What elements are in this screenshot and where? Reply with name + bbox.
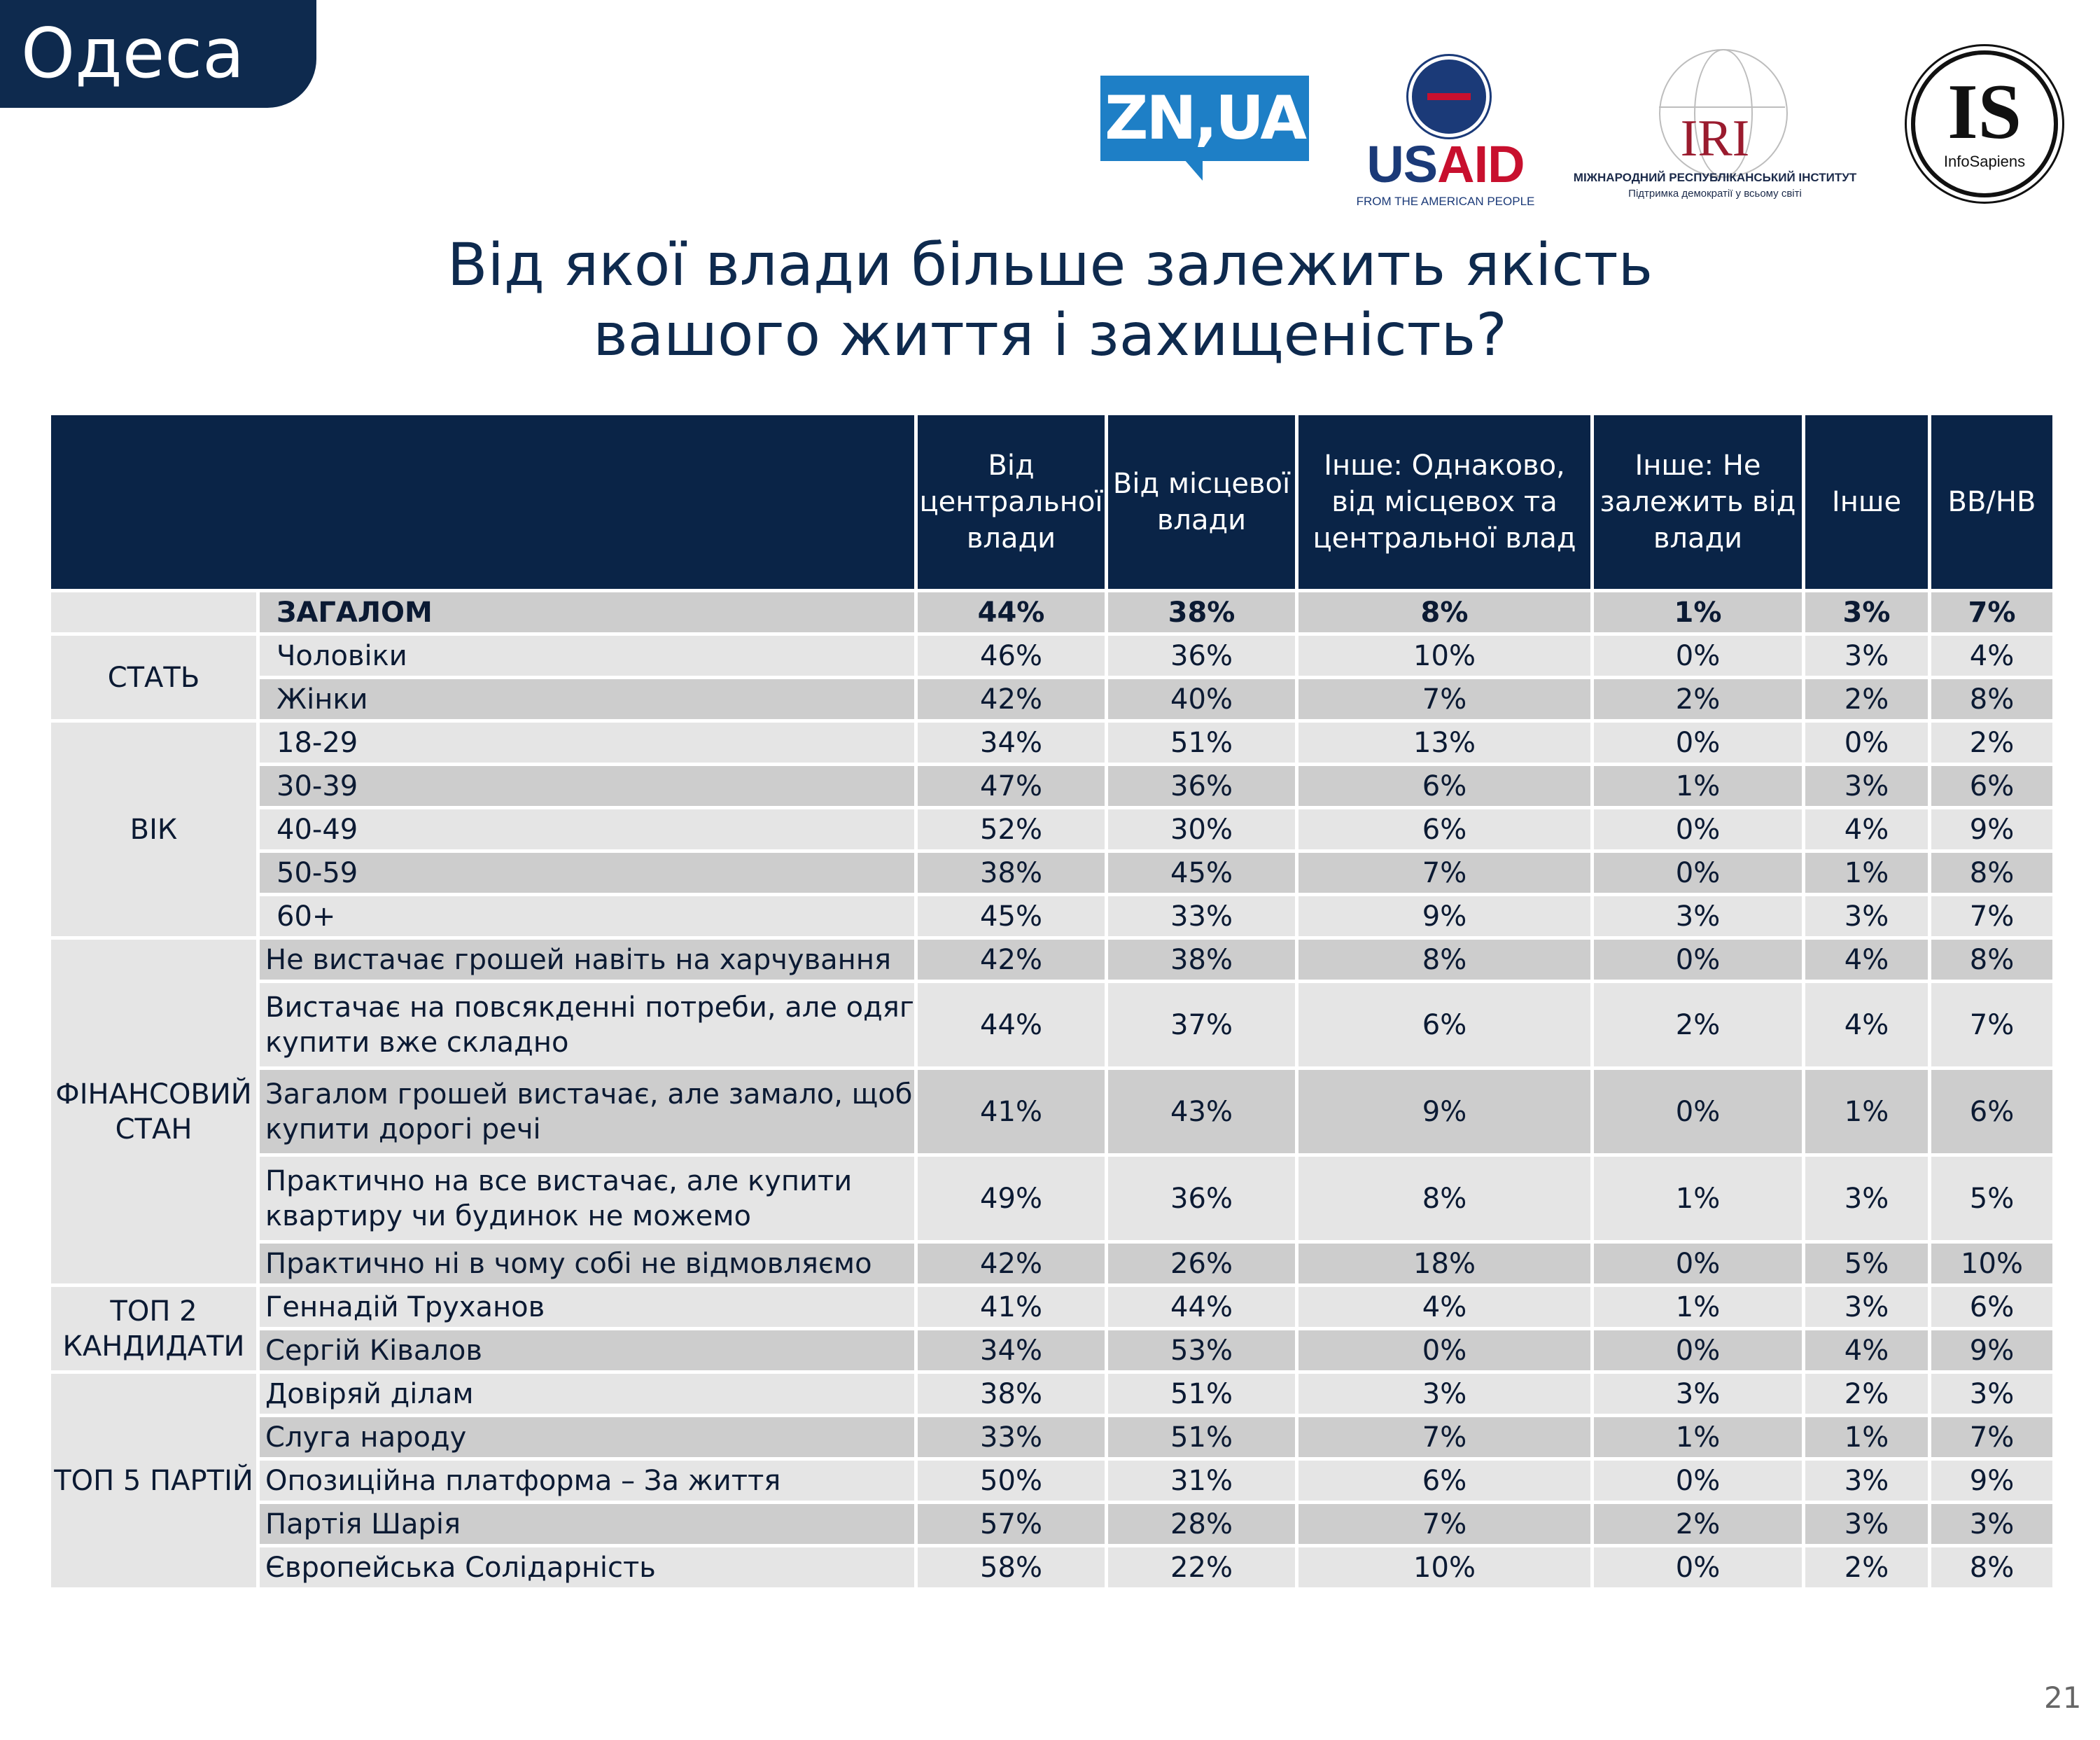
value-cell: 13% <box>1297 721 1592 765</box>
table-row <box>50 634 2054 678</box>
value-cell: 38% <box>1107 591 1297 634</box>
value-cell: 7% <box>1297 1416 1592 1459</box>
usaid-tagline: FROM THE AMERICAN PEOPLE <box>1356 195 1535 208</box>
value-cell: 3% <box>1804 1286 1930 1329</box>
value-cell: 8% <box>1297 938 1592 982</box>
value-cell: 43% <box>1107 1069 1297 1155</box>
value-cell: 0% <box>1297 1329 1592 1372</box>
zn-ua-logo-tail <box>1184 160 1203 181</box>
value-cell: 8% <box>1297 1155 1592 1242</box>
value-cell: 38% <box>1107 938 1297 982</box>
value-cell: 0% <box>1592 938 1804 982</box>
column-header: ВВ/НВ <box>1930 414 2054 591</box>
value-cell: 6% <box>1297 765 1592 808</box>
value-cell: 4% <box>1804 982 1930 1069</box>
value-cell: 3% <box>1804 765 1930 808</box>
value-cell: 45% <box>916 895 1107 938</box>
value-cell: 3% <box>1804 1459 1930 1503</box>
value-cell: 57% <box>916 1503 1107 1546</box>
value-cell: 31% <box>1107 1459 1297 1503</box>
value-cell: 10% <box>1297 634 1592 678</box>
value-cell: 0% <box>1592 634 1804 678</box>
value-cell: 40% <box>1107 678 1297 721</box>
value-cell: 37% <box>1107 982 1297 1069</box>
value-cell: 45% <box>1107 851 1297 895</box>
value-cell: 1% <box>1592 1416 1804 1459</box>
column-header: Від центральної влади <box>916 414 1107 591</box>
row-label: Не вистачає грошей навіть на харчування <box>258 938 916 982</box>
value-cell: 22% <box>1107 1546 1297 1589</box>
value-cell: 51% <box>1107 1416 1297 1459</box>
header-blank <box>50 414 916 591</box>
value-cell: 4% <box>1297 1286 1592 1329</box>
results-body <box>50 591 2054 1589</box>
row-label: ЗАГАЛОМ <box>258 591 916 634</box>
value-cell: 41% <box>916 1069 1107 1155</box>
value-cell: 1% <box>1592 765 1804 808</box>
usaid-logo <box>1351 56 1540 210</box>
iri-logo <box>1561 49 1869 210</box>
value-cell: 1% <box>1592 591 1804 634</box>
value-cell: 1% <box>1804 1069 1930 1155</box>
infosapiens-logo <box>1911 50 2058 197</box>
slide-title <box>0 230 2100 370</box>
value-cell: 7% <box>1930 591 2054 634</box>
value-cell: 2% <box>1804 1372 1930 1416</box>
column-header: Інше: Однаково, від місцевох та центральної влад <box>1297 414 1592 591</box>
value-cell: 5% <box>1930 1155 2054 1242</box>
table-row <box>50 1242 2054 1286</box>
value-cell: 34% <box>916 1329 1107 1372</box>
value-cell: 7% <box>1930 982 2054 1069</box>
value-cell: 9% <box>1930 1329 2054 1372</box>
table-row <box>50 895 2054 938</box>
value-cell: 0% <box>1592 851 1804 895</box>
iri-name: МІЖНАРОДНИЙ РЕСПУБЛІКАНСЬКИЙ ІНСТИТУТ <box>1573 171 1857 184</box>
table-row <box>50 1155 2054 1242</box>
row-label: Жінки <box>258 678 916 721</box>
row-label: 18-29 <box>258 721 916 765</box>
value-cell: 44% <box>1107 1286 1297 1329</box>
value-cell: 30% <box>1107 808 1297 851</box>
value-cell: 3% <box>1804 1155 1930 1242</box>
value-cell: 33% <box>916 1416 1107 1459</box>
row-label: Довіряй ділам <box>258 1372 916 1416</box>
value-cell: 6% <box>1930 1286 2054 1329</box>
value-cell: 1% <box>1804 851 1930 895</box>
value-cell: 7% <box>1297 851 1592 895</box>
value-cell: 36% <box>1107 765 1297 808</box>
value-cell: 3% <box>1804 895 1930 938</box>
row-label: 40-49 <box>258 808 916 851</box>
column-header: Інше <box>1804 414 1930 591</box>
value-cell: 7% <box>1297 1503 1592 1546</box>
results-table <box>48 412 2056 1591</box>
value-cell: 3% <box>1930 1372 2054 1416</box>
value-cell: 0% <box>1592 1459 1804 1503</box>
value-cell: 26% <box>1107 1242 1297 1286</box>
row-label: Сергій Ківалов <box>258 1329 916 1372</box>
value-cell: 3% <box>1592 1372 1804 1416</box>
value-cell: 38% <box>916 1372 1107 1416</box>
value-cell: 44% <box>916 591 1107 634</box>
group-label: ТОП 5 ПАРТІЙ <box>50 1372 258 1589</box>
table-row <box>50 1503 2054 1546</box>
value-cell: 0% <box>1592 721 1804 765</box>
value-cell: 4% <box>1930 634 2054 678</box>
value-cell: 4% <box>1804 938 1930 982</box>
value-cell: 44% <box>916 982 1107 1069</box>
infosapiens-wordmark: IS <box>1947 69 2022 155</box>
city-badge <box>0 0 316 108</box>
value-cell: 58% <box>916 1546 1107 1589</box>
table-row <box>50 765 2054 808</box>
row-label: Європейська Солідарність <box>258 1546 916 1589</box>
value-cell: 52% <box>916 808 1107 851</box>
value-cell: 1% <box>1592 1155 1804 1242</box>
row-label: Практично на все вистачає, але купити квартиру чи будинок не можемо <box>258 1155 916 1242</box>
value-cell: 46% <box>916 634 1107 678</box>
value-cell: 8% <box>1297 591 1592 634</box>
row-label: Геннадій Труханов <box>258 1286 916 1329</box>
value-cell: 42% <box>916 1242 1107 1286</box>
value-cell: 42% <box>916 938 1107 982</box>
header-row <box>50 414 2054 591</box>
value-cell: 8% <box>1930 851 2054 895</box>
value-cell: 6% <box>1297 982 1592 1069</box>
table-row <box>50 1069 2054 1155</box>
value-cell: 42% <box>916 678 1107 721</box>
value-cell: 4% <box>1804 808 1930 851</box>
row-label: Практично ні в чому собі не відмовляємо <box>258 1242 916 1286</box>
value-cell: 0% <box>1804 721 1930 765</box>
table-row <box>50 1286 2054 1329</box>
table-row <box>50 678 2054 721</box>
value-cell: 6% <box>1930 1069 2054 1155</box>
table-row <box>50 982 2054 1069</box>
usaid-wordmark: USAID <box>1366 135 1525 193</box>
page-number: 21 <box>2044 1680 2082 1715</box>
value-cell: 2% <box>1930 721 2054 765</box>
table-row <box>50 1372 2054 1416</box>
value-cell: 8% <box>1930 678 2054 721</box>
group-label <box>50 591 258 634</box>
value-cell: 0% <box>1592 1242 1804 1286</box>
table-row <box>50 1546 2054 1589</box>
value-cell: 0% <box>1592 1546 1804 1589</box>
value-cell: 3% <box>1804 634 1930 678</box>
value-cell: 6% <box>1930 765 2054 808</box>
table-row <box>50 808 2054 851</box>
value-cell: 8% <box>1930 1546 2054 1589</box>
value-cell: 4% <box>1804 1329 1930 1372</box>
infosapiens-name: InfoSapiens <box>1943 153 2026 170</box>
value-cell: 34% <box>916 721 1107 765</box>
value-cell: 8% <box>1930 938 2054 982</box>
table-row <box>50 721 2054 765</box>
row-label: 50-59 <box>258 851 916 895</box>
results-table-wrap <box>48 412 2052 1591</box>
value-cell: 10% <box>1297 1546 1592 1589</box>
row-label: Партія Шарія <box>258 1503 916 1546</box>
row-label: Вистачає на повсякденні потреби, але одяг купити вже складно <box>258 982 916 1069</box>
value-cell: 3% <box>1592 895 1804 938</box>
value-cell: 2% <box>1804 1546 1930 1589</box>
city-title: Одеса <box>21 14 245 94</box>
value-cell: 50% <box>916 1459 1107 1503</box>
group-label: ФІНАНСОВИЙ СТАН <box>50 938 258 1286</box>
value-cell: 7% <box>1297 678 1592 721</box>
value-cell: 1% <box>1804 1416 1930 1459</box>
value-cell: 6% <box>1297 808 1592 851</box>
table-row <box>50 938 2054 982</box>
group-label: ТОП 2 КАНДИДАТИ <box>50 1286 258 1372</box>
column-header: Інше: Не залежить від влади <box>1592 414 1804 591</box>
row-label: 30-39 <box>258 765 916 808</box>
value-cell: 33% <box>1107 895 1297 938</box>
value-cell: 36% <box>1107 1155 1297 1242</box>
value-cell: 0% <box>1592 1069 1804 1155</box>
value-cell: 3% <box>1297 1372 1592 1416</box>
table-row <box>50 1416 2054 1459</box>
value-cell: 6% <box>1297 1459 1592 1503</box>
iri-wordmark: IRI <box>1680 110 1750 167</box>
value-cell: 3% <box>1804 1503 1930 1546</box>
value-cell: 51% <box>1107 721 1297 765</box>
value-cell: 3% <box>1930 1503 2054 1546</box>
zn-ua-logo: ZN,UA <box>1100 76 1309 161</box>
value-cell: 38% <box>916 851 1107 895</box>
value-cell: 2% <box>1804 678 1930 721</box>
total-row <box>50 591 2054 634</box>
value-cell: 47% <box>916 765 1107 808</box>
value-cell: 9% <box>1930 1459 2054 1503</box>
row-label: 60+ <box>258 895 916 938</box>
row-label: Опозиційна платформа – За життя <box>258 1459 916 1503</box>
value-cell: 1% <box>1592 1286 1804 1329</box>
row-label: Слуга народу <box>258 1416 916 1459</box>
value-cell: 5% <box>1804 1242 1930 1286</box>
table-row <box>50 1329 2054 1372</box>
column-header: Від місцевої влади <box>1107 414 1297 591</box>
value-cell: 0% <box>1592 808 1804 851</box>
value-cell: 53% <box>1107 1329 1297 1372</box>
value-cell: 49% <box>916 1155 1107 1242</box>
table-row <box>50 851 2054 895</box>
value-cell: 9% <box>1297 895 1592 938</box>
group-label: СТАТЬ <box>50 634 258 721</box>
value-cell: 3% <box>1804 591 1930 634</box>
value-cell: 0% <box>1592 1329 1804 1372</box>
slide-title-line-1: Від якої влади більше залежить якість <box>447 230 1653 299</box>
slide-title-line-2: вашого життя і захищеність? <box>593 300 1507 369</box>
value-cell: 7% <box>1930 1416 2054 1459</box>
value-cell: 51% <box>1107 1372 1297 1416</box>
iri-tagline: Підтримка демократії у всьому світі <box>1628 188 1802 200</box>
value-cell: 36% <box>1107 634 1297 678</box>
value-cell: 2% <box>1592 678 1804 721</box>
value-cell: 9% <box>1297 1069 1592 1155</box>
table-row <box>50 1459 2054 1503</box>
row-label: Загалом грошей вистачає, але замало, щоб купити дорогі речі <box>258 1069 916 1155</box>
group-label: ВІК <box>50 721 258 938</box>
value-cell: 10% <box>1930 1242 2054 1286</box>
value-cell: 2% <box>1592 982 1804 1069</box>
row-label: Чоловіки <box>258 634 916 678</box>
value-cell: 18% <box>1297 1242 1592 1286</box>
value-cell: 7% <box>1930 895 2054 938</box>
value-cell: 9% <box>1930 808 2054 851</box>
usaid-seal-icon <box>1408 56 1490 137</box>
value-cell: 28% <box>1107 1503 1297 1546</box>
partner-logos <box>1092 49 2086 210</box>
value-cell: 41% <box>916 1286 1107 1329</box>
value-cell: 2% <box>1592 1503 1804 1546</box>
